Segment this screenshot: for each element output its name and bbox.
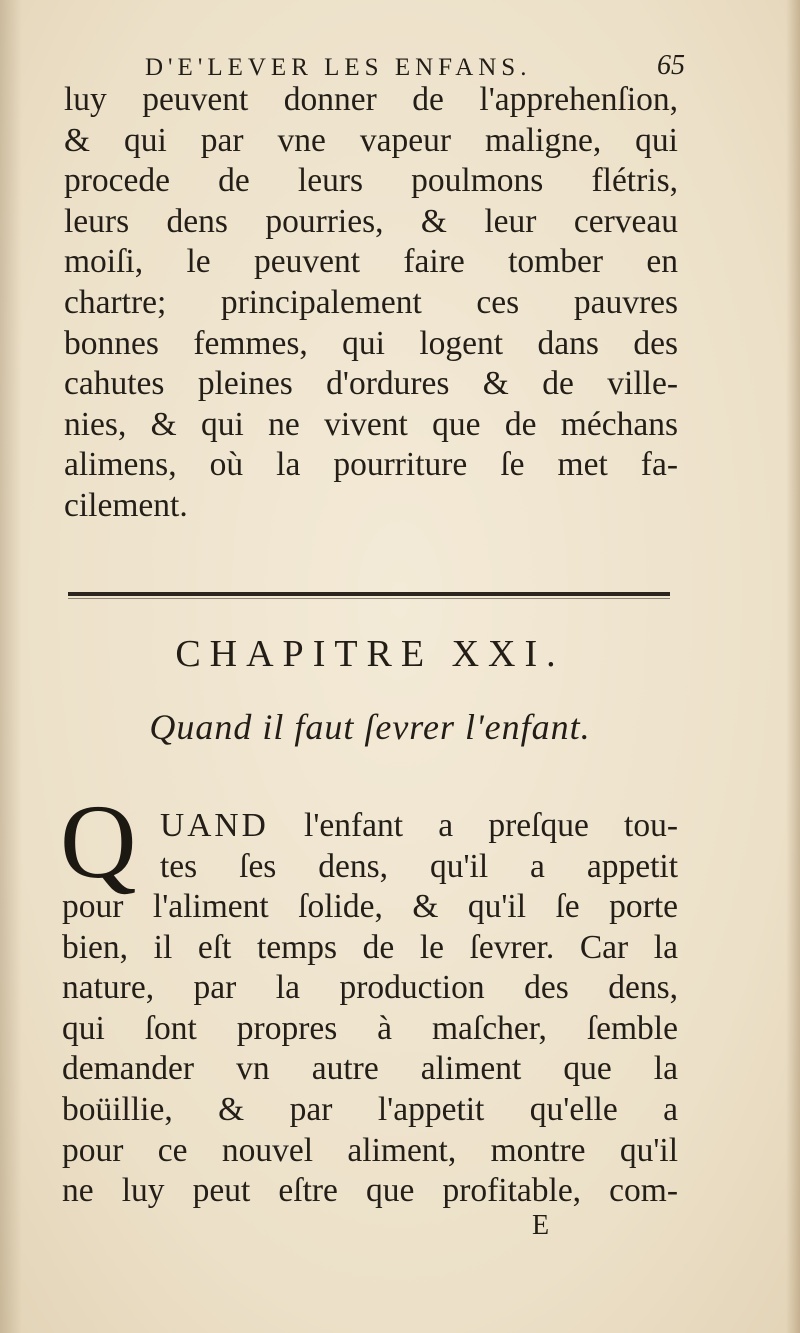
text-line: qui ſont propres à maſcher, ſemble <box>62 1009 678 1047</box>
chapter-heading: CHAPITRE XXI. <box>175 633 565 675</box>
text-line: ne luy peut eſtre que profitable, com- <box>62 1172 678 1210</box>
text-line: nature, par la production des dens, <box>62 969 678 1007</box>
text-line: cilement. <box>64 486 188 524</box>
opening-smallcaps: UAND <box>160 807 269 844</box>
paragraph-continuation <box>64 80 678 527</box>
text-line: luy peuvent donner de l'apprehenſion, <box>64 81 678 118</box>
text-line: boüillie, & par l'appetit qu'elle a <box>62 1090 678 1128</box>
text-line: cahutes pleines d'ordures & de ville- <box>64 365 678 403</box>
text-line: nies, & qui ne vivent que de méchans <box>64 405 678 443</box>
text-line: leurs dens pourries, & leur cerveau <box>64 202 678 240</box>
running-title: D'E'LEVER LES ENFANS. <box>145 54 532 81</box>
text-line: moiſi, le peuvent faire tomber en <box>64 243 678 281</box>
catchword: E <box>532 1210 550 1241</box>
drop-cap: Q <box>60 783 137 900</box>
text-line: pour ce nouvel aliment, montre qu'il <box>62 1131 678 1169</box>
text-line: & qui par vne vapeur maligne, qui <box>64 121 678 159</box>
text-line: pour l'aliment ſolide, & qu'il ſe porte <box>62 888 678 925</box>
paragraph-body <box>62 887 678 1212</box>
page-number: 65 <box>657 50 685 81</box>
text-line: alimens, où la pourriture ſe met fa- <box>64 446 678 484</box>
section-divider-hairline <box>68 598 670 599</box>
page-right-edge <box>786 0 800 1333</box>
text-line: chartre; principalement ces pauvres <box>64 283 678 321</box>
text-line: procede de leurs poulmons flétris, <box>64 162 678 200</box>
text-line: demander vn autre aliment que la <box>62 1050 678 1088</box>
text-line <box>160 806 678 847</box>
text-line: tes ſes dens, qu'il a appetit <box>160 847 678 885</box>
text-line: bonnes femmes, qui logent dans des <box>64 324 678 362</box>
text-line-rest: l'enfant a preſque tou- <box>304 807 679 844</box>
section-divider-rule <box>68 592 670 596</box>
text-line: bien, il eſt temps de le ſevrer. Car la <box>62 928 678 966</box>
paragraph-opening <box>160 806 678 887</box>
chapter-subtitle: Quand il faut ſevrer l'enfant. <box>149 707 591 747</box>
